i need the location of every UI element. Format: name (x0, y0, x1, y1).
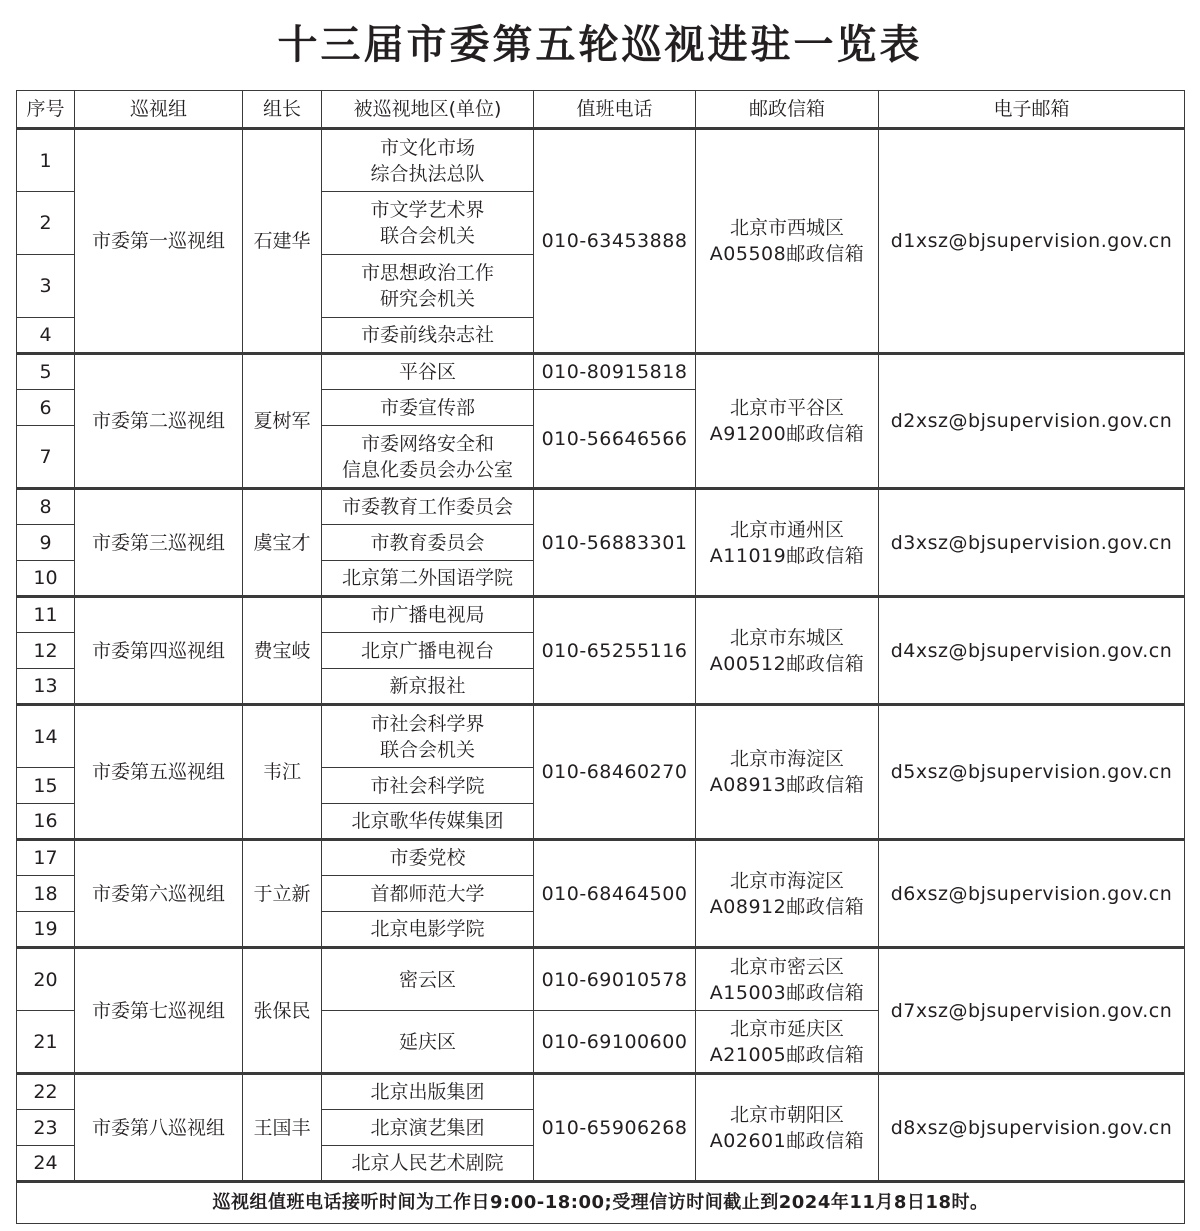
unit-name: 市广播电视局 (322, 597, 534, 633)
row-number: 5 (17, 354, 75, 390)
unit-name: 北京第二外国语学院 (322, 561, 534, 597)
unit-name: 市委网络安全和 信息化委员会办公室 (322, 426, 534, 489)
table-row (17, 129, 1185, 192)
duty-phone: 010-65906268 (534, 1074, 696, 1182)
page-title: 十三届市委第五轮巡视进驻一览表 (277, 22, 923, 68)
row-number: 3 (17, 255, 75, 318)
row-number: 8 (17, 489, 75, 525)
group-name: 市委第七巡视组 (75, 948, 243, 1074)
mailbox: 北京市西城区 A05508邮政信箱 (696, 129, 879, 354)
duty-phone: 010-56646566 (534, 390, 696, 489)
row-number: 13 (17, 669, 75, 705)
header-cell: 巡视组 (75, 91, 243, 129)
table-row (17, 1074, 1185, 1110)
email: d4xsz@bjsupervision.gov.cn (879, 597, 1185, 705)
row-number: 23 (17, 1110, 75, 1146)
row-number: 16 (17, 804, 75, 840)
unit-name: 新京报社 (322, 669, 534, 705)
unit-name: 市文化市场 综合执法总队 (322, 129, 534, 192)
duty-phone: 010-68464500 (534, 840, 696, 948)
unit-name: 市文学艺术界 联合会机关 (322, 192, 534, 255)
group-leader: 张保民 (243, 948, 322, 1074)
duty-phone: 010-69100600 (534, 1011, 696, 1074)
duty-phone: 010-80915818 (534, 354, 696, 390)
row-number: 15 (17, 768, 75, 804)
mailbox: 北京市密云区 A15003邮政信箱 (696, 948, 879, 1011)
row-number: 12 (17, 633, 75, 669)
row-number: 1 (17, 129, 75, 192)
duty-phone: 010-68460270 (534, 705, 696, 840)
mailbox: 北京市海淀区 A08913邮政信箱 (696, 705, 879, 840)
unit-name: 北京出版集团 (322, 1074, 534, 1110)
mailbox: 北京市平谷区 A91200邮政信箱 (696, 354, 879, 489)
unit-name: 市委宣传部 (322, 390, 534, 426)
header-cell: 电子邮箱 (879, 91, 1185, 129)
unit-name: 延庆区 (322, 1011, 534, 1074)
table-row (17, 948, 1185, 1011)
mailbox: 北京市海淀区 A08912邮政信箱 (696, 840, 879, 948)
row-number: 6 (17, 390, 75, 426)
unit-name: 北京人民艺术剧院 (322, 1146, 534, 1182)
group-name: 市委第四巡视组 (75, 597, 243, 705)
row-number: 7 (17, 426, 75, 489)
group-name: 市委第五巡视组 (75, 705, 243, 840)
row-number: 11 (17, 597, 75, 633)
unit-name: 密云区 (322, 948, 534, 1011)
table-row (17, 597, 1185, 633)
mailbox: 北京市延庆区 A21005邮政信箱 (696, 1011, 879, 1074)
email: d5xsz@bjsupervision.gov.cn (879, 705, 1185, 840)
mailbox: 北京市朝阳区 A02601邮政信箱 (696, 1074, 879, 1182)
duty-phone: 010-63453888 (534, 129, 696, 354)
row-number: 10 (17, 561, 75, 597)
duty-phone: 010-69010578 (534, 948, 696, 1011)
table-row (17, 489, 1185, 525)
group-name: 市委第一巡视组 (75, 129, 243, 354)
footer-row (17, 1182, 1185, 1224)
group-name: 市委第二巡视组 (75, 354, 243, 489)
header-cell: 被巡视地区(单位) (322, 91, 534, 129)
row-number: 18 (17, 876, 75, 912)
unit-name: 市社会科学院 (322, 768, 534, 804)
row-number: 9 (17, 525, 75, 561)
table-row (17, 705, 1185, 768)
mailbox: 北京市东城区 A00512邮政信箱 (696, 597, 879, 705)
row-number: 21 (17, 1011, 75, 1074)
footer-note: 巡视组值班电话接听时间为工作日9:00-18:00;受理信访时间截止到2024年11月8日18时。 (17, 1182, 1185, 1224)
table-row (17, 354, 1185, 390)
group-name: 市委第三巡视组 (75, 489, 243, 597)
header-cell: 组长 (243, 91, 322, 129)
email: d6xsz@bjsupervision.gov.cn (879, 840, 1185, 948)
unit-name: 市思想政治工作 研究会机关 (322, 255, 534, 318)
row-number: 2 (17, 192, 75, 255)
inspection-table (16, 90, 1185, 1224)
unit-name: 平谷区 (322, 354, 534, 390)
group-leader: 于立新 (243, 840, 322, 948)
header-cell: 邮政信箱 (696, 91, 879, 129)
group-leader: 石建华 (243, 129, 322, 354)
header-row (17, 91, 1185, 129)
email: d7xsz@bjsupervision.gov.cn (879, 948, 1185, 1074)
unit-name: 市委前线杂志社 (322, 318, 534, 354)
duty-phone: 010-65255116 (534, 597, 696, 705)
mailbox: 北京市通州区 A11019邮政信箱 (696, 489, 879, 597)
row-number: 14 (17, 705, 75, 768)
unit-name: 北京广播电视台 (322, 633, 534, 669)
group-leader: 费宝岐 (243, 597, 322, 705)
unit-name: 市社会科学界 联合会机关 (322, 705, 534, 768)
unit-name: 北京歌华传媒集团 (322, 804, 534, 840)
row-number: 22 (17, 1074, 75, 1110)
group-leader: 韦江 (243, 705, 322, 840)
table-row (17, 840, 1185, 876)
group-name: 市委第六巡视组 (75, 840, 243, 948)
unit-name: 北京电影学院 (322, 912, 534, 948)
unit-name: 市委党校 (322, 840, 534, 876)
email: d2xsz@bjsupervision.gov.cn (879, 354, 1185, 489)
email: d8xsz@bjsupervision.gov.cn (879, 1074, 1185, 1182)
group-leader: 王国丰 (243, 1074, 322, 1182)
unit-name: 市教育委员会 (322, 525, 534, 561)
group-leader: 虞宝才 (243, 489, 322, 597)
row-number: 17 (17, 840, 75, 876)
group-name: 市委第八巡视组 (75, 1074, 243, 1182)
row-number: 20 (17, 948, 75, 1011)
row-number: 19 (17, 912, 75, 948)
duty-phone: 010-56883301 (534, 489, 696, 597)
unit-name: 北京演艺集团 (322, 1110, 534, 1146)
row-number: 4 (17, 318, 75, 354)
header-cell: 序号 (17, 91, 75, 129)
group-leader: 夏树军 (243, 354, 322, 489)
unit-name: 首都师范大学 (322, 876, 534, 912)
email: d1xsz@bjsupervision.gov.cn (879, 129, 1185, 354)
unit-name: 市委教育工作委员会 (322, 489, 534, 525)
email: d3xsz@bjsupervision.gov.cn (879, 489, 1185, 597)
row-number: 24 (17, 1146, 75, 1182)
header-cell: 值班电话 (534, 91, 696, 129)
